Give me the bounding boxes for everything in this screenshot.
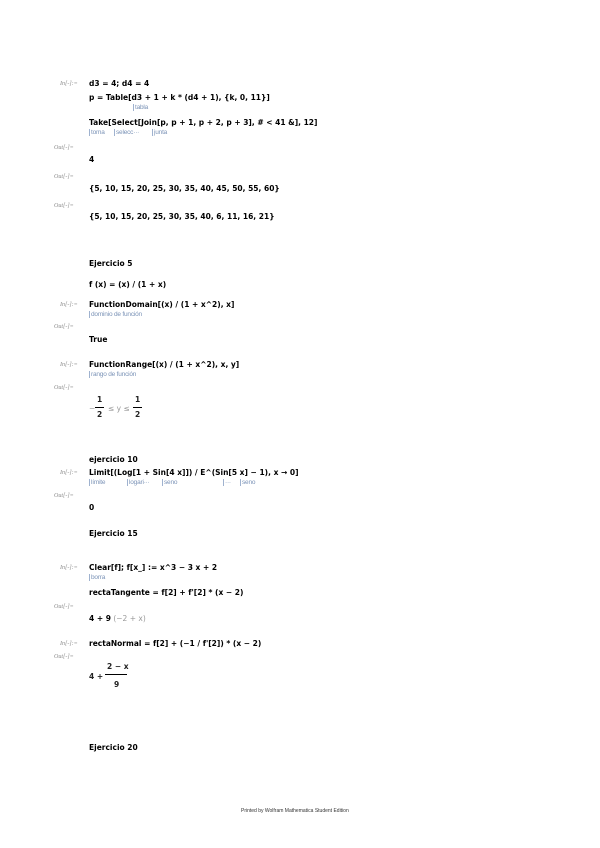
input-line[interactable]: p = Table[d3 + 1 + k * (d4 + 1), {k, 0, 11}] [89,93,270,102]
out-label: Out[-]= [54,604,74,610]
section-heading: Ejercicio 20 [89,743,138,752]
section-heading: Ejercicio 5 [89,259,133,268]
output-line: 0 [89,503,95,512]
output-line: {5, 10, 15, 20, 25, 30, 35, 40, 45, 50, 55, 60} [89,184,280,193]
fraction-bar [133,407,142,408]
in-label: In[-]:= [60,641,78,647]
autocomplete-hint: selecc··· [116,129,140,136]
section-heading: ejercicio 10 [89,455,138,464]
out-label: Out[-]= [54,493,74,499]
fraction-denominator: 2 [135,410,141,419]
autocomplete-hint: junta [154,129,168,136]
in-label: In[-]:= [60,362,78,368]
fraction-numerator: 2 − x [107,662,129,671]
input-line[interactable]: FunctionRange[(x) / (1 + x^2), x, y] [89,360,240,369]
in-label: In[-]:= [60,565,78,571]
input-line[interactable]: rectaTangente = f[2] + f'[2] * (x − 2) [89,588,244,597]
out-label: Out[-]= [54,203,74,209]
in-label: In[-]:= [60,81,78,87]
fraction-numerator: 1 [97,395,103,404]
input-line[interactable]: Clear[f]; f[x_] := x^3 − 3 x + 2 [89,563,218,572]
section-heading: Ejercicio 15 [89,529,138,538]
fraction-bar [105,674,127,675]
output-line: {5, 10, 15, 20, 25, 30, 35, 40, 6, 11, 16, 21} [89,212,275,221]
minus-sign: − [89,404,96,413]
output-line: True [89,335,108,344]
in-label: In[-]:= [60,302,78,308]
autocomplete-hint: límite [91,479,106,486]
out-label: Out[-]= [54,174,74,180]
output-line: 4 + 9 (−2 + x) [89,614,146,623]
fraction-denominator: 2 [97,410,103,419]
normal-line-output [89,662,139,692]
autocomplete-hint: tabla [135,104,149,111]
autocomplete-hint: seno [242,479,256,486]
autocomplete-hint: dominio de función [91,311,142,318]
in-label: In[-]:= [60,470,78,476]
autocomplete-hint: ··· [225,479,231,486]
autocomplete-hint: borra [91,574,106,581]
fraction-bar [95,407,104,408]
output-prefix: 4 + [89,672,104,681]
input-line[interactable]: Limit[(Log[1 + Sin[4 x]]) / E^(Sin[5 x] − 1), x → 0] [89,468,299,477]
page-footer: Printed by Wolfram Mathematica Student Edition [241,808,349,814]
input-line[interactable]: rectaNormal = f[2] + (−1 / f'[2]) * (x − 2) [89,639,262,648]
input-line[interactable]: Take[Select[Join[p, p + 1, p + 2, p + 3], # < 41 &], 12] [89,118,318,127]
autocomplete-hint: rango de función [91,371,137,378]
input-line[interactable]: d3 = 4; d4 = 4 [89,79,150,88]
fraction-numerator: 1 [135,395,141,404]
text-line: f (x) = (x) / (1 + x) [89,280,167,289]
out-label: Out[-]= [54,324,74,330]
autocomplete-hint: seno [164,479,178,486]
inequality: ≤ y ≤ [108,404,130,413]
autocomplete-hint: toma [91,129,105,136]
output-line: 4 [89,155,95,164]
fraction-denominator: 9 [114,680,120,689]
out-label: Out[-]= [54,145,74,151]
input-line[interactable]: FunctionDomain[(x) / (1 + x^2), x] [89,300,235,309]
autocomplete-hint: logari··· [129,479,150,486]
out-label: Out[-]= [54,654,74,660]
out-label: Out[-]= [54,385,74,391]
range-inequality [89,395,159,427]
